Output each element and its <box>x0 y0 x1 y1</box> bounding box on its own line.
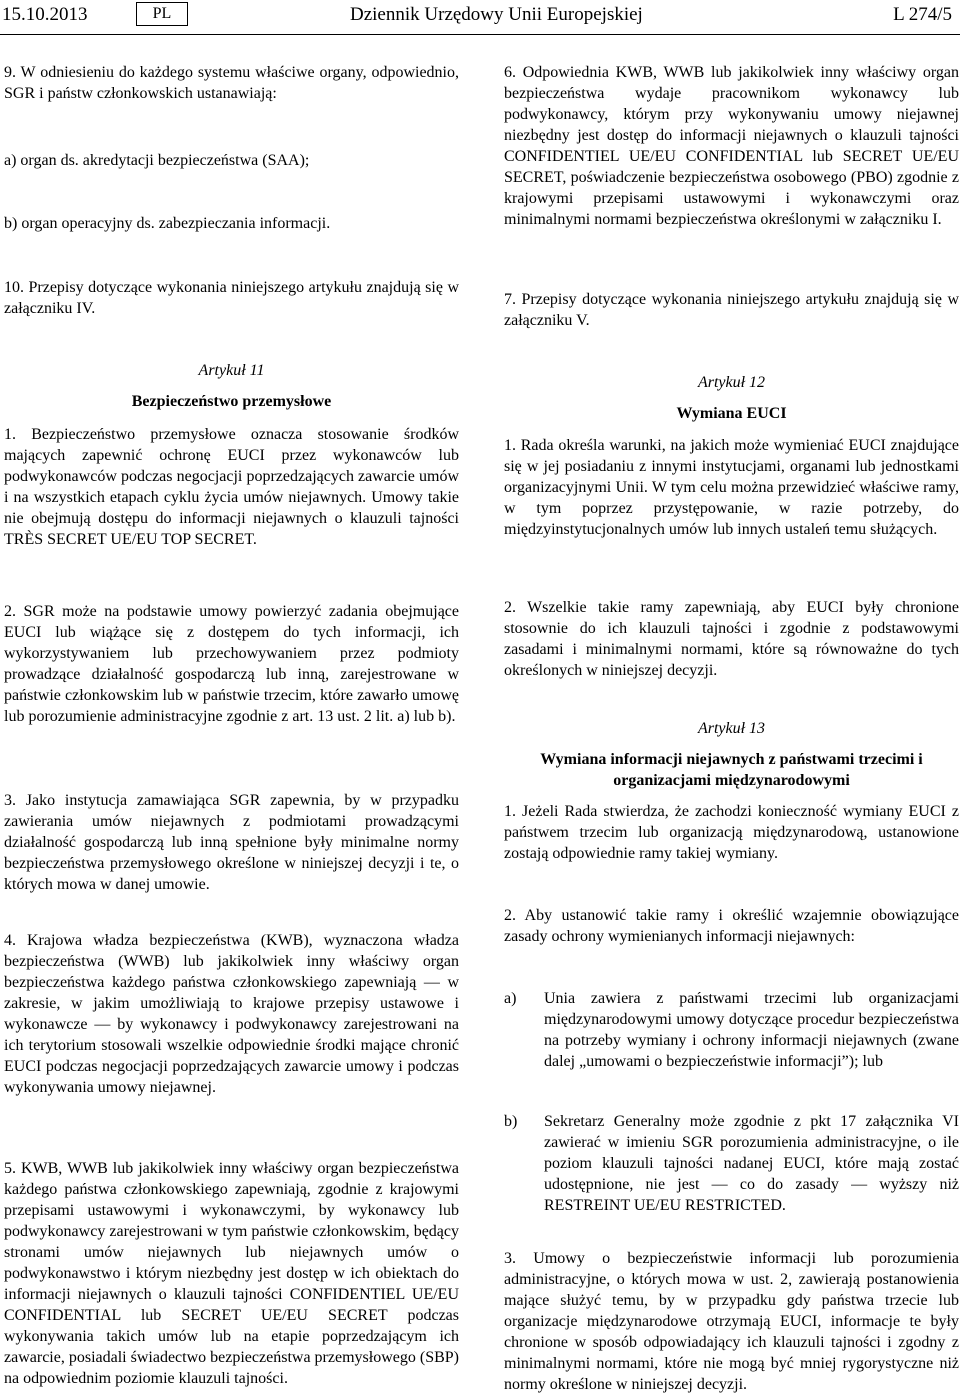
header-date: 15.10.2013 <box>2 4 88 25</box>
article-13-number: Artykuł 13 <box>697 720 766 737</box>
article-12-heading <box>504 372 959 424</box>
article-11-paragraph-2: 2. SGR może na podstawie umowy powierzyć zadania obejmujące EUCI lub wiążące się z dostępem do tych informacji, ich wykorzystywaniem lub przechowywaniem przez podmioty prowadzące działalność gospodarczą lub inną, zarejestrowane w państwie członkowskim lub w państwie trzecim, które zawarło umowę lub porozumienie administracyjne zgodnie z art. 13 ust. 2 lit. a) lub b). <box>4 603 459 725</box>
article-11-paragraph-3: 3. Jako instytucja zamawiająca SGR zapewnia, by w przypadku zawierania umów niejawnych z podmiotami prowadzącymi działalność gospodarczą lub inną spełnione były minimalne normy bezpieczeństwa przemysłowego określone w niniejszej decyzji i te, o których mowa w danej umowie. <box>4 792 459 893</box>
article-12-paragraph-1: 1. Rada określa warunki, na jakich może wymieniać EUCI znajdujące się w jej posiadaniu z innymi instytucjami, organami lub jednostkami organizacyjnymi Unii. W tym celu można przewidzieć właściwe ramy, w tym poprzez przystępowanie, w razie potrzeby, do międzyinstytucjonalnych umów lub innych ustaleń temu służących. <box>504 437 959 538</box>
header-language-box: PL <box>136 2 188 26</box>
article-13-item-a <box>504 988 959 1072</box>
article-11-title: Bezpieczeństwo przemysłowe <box>131 393 332 410</box>
page-header <box>0 0 960 35</box>
article-11-heading <box>4 360 459 412</box>
article-11-paragraph-5: 5. KWB, WWB lub jakikolwiek inny właściwy organ bezpieczeństwa każdego państwa członkowskiego zapewniają, zgodnie z krajowymi przepisami ustawowymi i wykonawczymi, by wykonawcy lub podwykonawcy zarejestrowani w tym państwie członkowskim, będący stronami umów niejawnych lub niejawnych umów o podwykonawstwo i którym niezbędny jest dostęp w ich obiektach do informacji niejawnych o klauzuli tajności CONFIDENTIEL UE/EU CONFIDENTIAL lub SECRET UE/EU SECRET podczas wykonywania takich umów lub na etapie poprzedzającym ich zawarcie, posiadali świadectwo bezpieczeństwa przemysłowego (SBP) na odpowiednim poziomie klauzuli tajności. <box>4 1160 459 1387</box>
paragraph-9a: a) organ ds. akredytacji bezpieczeństwa (SAA); <box>4 152 310 169</box>
paragraph-9b: b) organ operacyjny ds. zabezpieczania informacji. <box>4 215 331 232</box>
header-journal-title: Dziennik Urzędowy Unii Europejskiej <box>350 4 643 25</box>
article-11-paragraph-1: 1. Bezpieczeństwo przemysłowe oznacza stosowanie środków mających zapewnić ochronę EUCI przez wykonawców lub podwykonawców podczas negocjacji poprzedzających zawarcie umów i na wszystkich etapach cyklu życia umów niejawnych. Umowy takie nie obejmują dostępu do informacji niejawnych o klauzuli tajności TRÈS SECRET UE/EU TOP SECRET. <box>4 426 459 548</box>
paragraph-9: 9. W odniesieniu do każdego systemu właściwe organy, odpowiednio, SGR i państw członkowskich ustanawiają: <box>4 64 459 102</box>
article-12-number: Artykuł 12 <box>697 374 766 391</box>
article-12-title: Wymiana EUCI <box>676 405 787 422</box>
item-b-label: b) <box>504 1113 518 1130</box>
article-13-paragraph-2: 2. Aby ustanowić takie ramy i określić wzajemnie obowiązujące zasady ochrony wymienianych informacji niejawnych: <box>504 907 959 945</box>
header-page-number: L 274/5 <box>893 4 952 25</box>
article-11-paragraph-7: 7. Przepisy dotyczące wykonania niniejszego artykułu znajdują się w załączniku V. <box>504 291 959 329</box>
article-11-paragraph-6: 6. Odpowiednia KWB, WWB lub jakikolwiek inny właściwy organ bezpieczeństwa wydaje pracownikom wykonawcy lub podwykonawcy, którym przy wykonywaniu umowy niejawnej niezbędny jest dostęp do informacji niejawnych o klauzuli tajności CONFIDENTIEL UE/EU CONFIDENTIAL lub SECRET UE/EU SECRET, poświadczenie bezpieczeństwa osobowego (PBO) zgodnie z krajowymi przepisami ustawowymi i wykonawczymi oraz minimalnymi normami bezpieczeństwa określonymi w załączniku I. <box>504 64 959 228</box>
paragraph-10: 10. Przepisy dotyczące wykonania niniejszego artykułu znajdują się w załączniku IV. <box>4 279 459 317</box>
item-a-label: a) <box>504 990 517 1007</box>
item-b-text: Sekretarz Generalny może zgodnie z pkt 17 załącznika VI zawierać w imieniu SGR porozumienia administracyjne, o ile poziom klauzuli tajności nadanej EUCI, które mają zostać udostępnione, nie jest — co do zasady — wyższy niż RESTREINT UE/EU RESTRICTED. <box>544 1113 959 1214</box>
article-11-paragraph-4: 4. Krajowa władza bezpieczeństwa (KWB), wyznaczona władza bezpieczeństwa (WWB) lub jakikolwiek inny właściwy organ bezpieczeństwa każdego państwa członkowskiego zapewniają — w zakresie, w jakim umożliwiają to krajowe przepisy ustawowe i wykonawcze — by wykonawcy i podwykonawcy zarejestrowani na ich terytorium stosowali wszelkie odpowiednie środki mające chronić EUCI podczas negocjacji poprzedzających zawarcie umowy i podczas wykonywania umowy niejawnej. <box>4 932 459 1096</box>
article-11-number: Artykuł 11 <box>198 362 265 379</box>
article-13-heading <box>504 718 959 791</box>
article-13-title: Wymiana informacji niejawnych z państwami trzecimi i organizacjami międzynarodowymi <box>540 751 923 789</box>
item-a-text: Unia zawiera z państwami trzecimi lub organizacjami międzynarodowymi umowy dotyczące procedur bezpieczeństwa na potrzeby wymiany i ochrony informacji niejawnych (zwane dalej „umowami o bezpieczeństwie informacji”); lub <box>544 990 959 1070</box>
article-13-paragraph-3: 3. Umowy o bezpieczeństwie informacji lub porozumienia administracyjne, o których mowa w ust. 2, zawierają postanowienia mające służyć temu, by w przypadku gdy państwa trzecie lub organizacje międzynarodowe otrzymają EUCI, informacje te były chronione w sposób odpowiadający ich klauzuli tajności i zgodny z minimalnymi normami, które nie mogą być mniej rygorystyczne niż normy określone w niniejszej decyzji. <box>504 1250 959 1393</box>
article-13-item-b <box>504 1111 959 1216</box>
article-12-paragraph-2: 2. Wszelkie takie ramy zapewniają, aby EUCI były chronione stosownie do ich klauzuli tajności i zgodnie z podstawowymi zasadami i minimalnymi normami, które są równoważne do tych określonych w niniejszej decyzji. <box>504 599 959 679</box>
article-13-paragraph-1: 1. Jeżeli Rada stwierdza, że zachodzi konieczność wymiany EUCI z państwem trzecim lub organizacją międzynarodową, ustanowione zostają odpowiednie ramy takiej wymiany. <box>504 803 959 862</box>
